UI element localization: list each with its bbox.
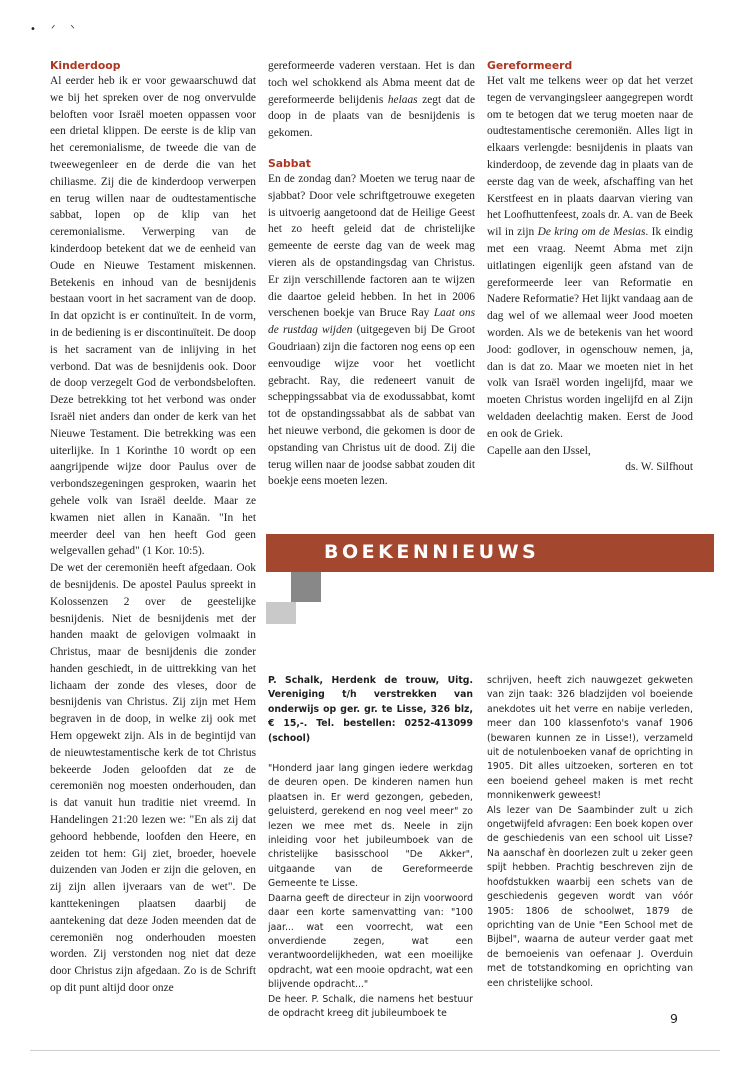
section-heading-sabbat: Sabbat bbox=[268, 156, 311, 170]
section-heading-gereformeerd: Gereformeerd bbox=[487, 59, 573, 72]
book-review-column-2 bbox=[487, 674, 693, 1024]
review-paragraph-3-continued: schrijven, heeft zich nauwgezet gekweten van zijn taak: 326 bladzijden vol boeiende anekdotes uit het verre en nabije verleden, meer dan 100 klassenfoto's vanaf 1906 (bewaren kunnen ze in Lisse!), verzameld uit de notulenboeken vanaf de oprichting in 1905. Dit alles uitzoeken, sorteren en tot een boeiend geheel maken is met recht monnikenwerk geweest! bbox=[487, 675, 693, 802]
book-header: P. Schalk, Herdenk de trouw, Uitg. Vereniging t/h verstrekken van onderwijs op ger. gr. te Lisse, 326 blz, € 15,-. Tel. bestellen: 0252-413099 (school) bbox=[268, 675, 473, 744]
review-paragraph-4: Als lezer van De Saambinder zult u zich ongetwijfeld afvragen: Een boek kopen over de geschiedenis van een school uit Lisse? Na aanschaf èn doorlezen zult u zeker geen spijt hebben. Prachtig beschreven zijn de hoofdstukken waarbij een schets van de geschiedenis gegeven wordt van vóór 1905: 1806 de schoolwet, 1879 de oprichting van de Unie "Een School met de Bijbel", waarna de auteur verder gaat met de bemoeienis van oefenaar J. Overduin met de totstandkoming en oprichting van een christelijke school. bbox=[487, 804, 693, 989]
page-number: 9 bbox=[670, 1011, 678, 1026]
gereformeerd-paragraph: Het valt me telkens weer op dat het verzet tegen de vervangingsleer aangegrepen wordt om te betogen dat we terug moeten naar de oudtestamentische ceremoniën. Alles ligt in elkaars verlengde: besnijdenis in plaats van kinderdoop, de zevende dag in plaats van de eerste dag van de week, afschaffing van het Kerstfeest en in plaats daarvan viering van het Loofhuttenfeest, zoals dr. A. van de Beek wil in zijn De kring om de Mesias. Ik eindig met een vraag. Neemt Abma met zijn uitlatingen eigenlijk geen afstand van de gereformeerde leer van Reformatie en Nadere Reformatie? Het lijkt vandaag aan de dag wel of we allemaal weer Jood moeten worden. Als we de betekenis van het woord Jood: godlover, in ogenschouw nemen, ja, dan is dat zo. Maar we moeten niet in het volk van Israël worden ingelijfd, maar we moeten Christus worden ingelijfd en al Zijn weldaden deelachtig maken. Eerst de Jood en ook de Griek. bbox=[487, 75, 693, 440]
book-review-column-1 bbox=[268, 674, 473, 1024]
column-gereformeerd bbox=[487, 58, 693, 508]
sabbat-paragraph: En de zondag dan? Moeten we terug naar de sjabbat? Door vele schriftgetrouwe exegeten is uitvoerig aangetoond dat de Heilige Geest het zo heeft geleid dat de christelijke gemeente de eerste dag van de week mag vieren als de opstandingsdag van Christus. Er zijn verschillende factoren aan te wijzen die daartoe geleid hebben. In het in 2006 verschenen boekje van Bruce Ray Laat ons de rustdag wijden (uitgegeven bij De Groot Goudriaan) zijn die factoren nog eens op een eenvoudige wijze voor het voetlicht gebracht. Ray, die redeneert vanuit de scheppingssabbat via de exodussabbat, komt tot de opstandingssabbat als de sabbat van het nieuwe verbond, die gekomen is door de opstanding van Christus uit de dood. Zij die terug willen naar de joodse sabbat zouden dit boekje eens moeten lezen. bbox=[268, 172, 475, 488]
column-middle bbox=[268, 58, 475, 508]
boekennieuws-banner bbox=[266, 534, 714, 572]
review-paragraph-1: "Honderd jaar lang gingen iedere werkdag de deuren open. De kinderen namen hun plaatsen in. Er werd gezongen, gebeden, geluisterd, gerekend en nog veel meer" zo lezen we mee met ds. Neele in zijn inleiding voor het jubileumboek van de christelijke basisschool "De Akker", uitgaande van de Gereformeerde Gemeente te Lisse. bbox=[268, 763, 473, 890]
decorative-square-light bbox=[266, 602, 296, 624]
review-paragraph-3: De heer. P. Schalk, die namens het bestuur de opdracht kreeg dit jubileumboek te bbox=[268, 993, 473, 1019]
decorative-square-dark bbox=[291, 572, 321, 602]
section-heading-kinderdoop: Kinderdoop bbox=[50, 59, 121, 72]
intro-paragraph: gereformeerde vaderen verstaan. Het is dan toch wel schokkend als Abma meent dat de gereformeerde belijdenis helaas zegt dat de doop in de plaats van de besnijdenis is gekomen. bbox=[268, 60, 475, 140]
bottom-rule bbox=[30, 1050, 720, 1051]
signature-place: Capelle aan den IJssel, bbox=[487, 444, 591, 457]
page-mark: • ᐟ ᐠ bbox=[30, 24, 81, 35]
banner-title: BOEKENNIEUWS bbox=[324, 541, 540, 563]
column-kinderdoop bbox=[50, 58, 256, 1018]
kinderdoop-paragraph-1: Al eerder heb ik er voor gewaarschuwd dat we bij het spreken over de nog onvervulde beloften voor Israël moeten oppassen voor een drietal klippen. De eerste is de klip van het ceremonialisme, de tweede die van de tweewegenleer en de derde die van het chiliasme. Zij die de kinderdoop verwerpen en terug willen naar de oudtestamentische sabbat, lopen op de klip van het ceremonialisme. Verwerping van de kinderdoop betekent dat we de eenheid van Oude en Nieuwe Testament miskennen. Betekenis en inhoud van de besnijdenis bestaan voort in het sacrament van de doop. In dat opzicht is er continuïteit. In de vorm, in de bediening is er discontinuïteit. De doop is het sacrament van de inlijving in het verbond. Dat was de besnijdenis ook. Door de doop verzegelt God de verbondsbeloften. Deze betrekking tot het verbond was onder Israël niet anders dan onder de kerk van het Nieuwe Testament. Die betrekking was een uiterlijke. In 1 Korinthe 10 wordt op een aangrijpende wijze door Paulus over de verbondszegeningen gesproken, waarin het gehele volk van Israël deelde. Maar ze kwamen niet allen in Kanaän. "In het meerder deel van hen heeft God geen welgevallen gehad" (1 Kor. 10:5). bbox=[50, 75, 256, 558]
signature-author: ds. W. Silfhout bbox=[625, 461, 693, 474]
review-paragraph-2: Daarna geeft de directeur in zijn voorwoord daar een korte samenvatting van: "100 jaar... wat een voorrecht, wat een onverdiende zegen, wat een verantwoordelijkheden, wat een moeilijke opdracht, wat een mooie opdracht, wat een blijvende opdracht..." bbox=[268, 892, 473, 991]
kinderdoop-paragraph-2: De wet der ceremoniën heeft afgedaan. Ook de besnijdenis. De apostel Paulus spreekt in Kolossenzen 2 over de geestelijke besnijdenis. Niet de besnijdenis met der handen maakt de gelovigen volmaakt in Christus, maar de besnijdenis die zonder handen geschiedt, in de uittrekking van het lichaam der zonde des vleses, door de besnijdenis van Christus. Zij zijn met Hem begraven in de doop, in welke zij ook met Hem opgewekt zijn. Als in de begintijd van de nieuwtestamentische kerk de tot Christus bekeerde Joden geloofden dat ze de ceremoniën nog moesten onderhouden, dan is dat vanuit hun traditie niet vreemd. In Handelingen 21:20 lezen we: "En als zij dat gehoord hebbende, loofden den Heere, en zeiden tot hem: Gij ziet, broeder, hoevele duizenden van Joden er zijn die geloven, en zij zijn allen ijveraars van de wet". De kanttekeningen plaatsen daarbij de aantekening dat deze Joden meenden dat de ceremoniën nog onderhouden moesten worden. Zij verstonden nog niet dat deze door Christus zijn afgedaan. Zo is de Schrift op dit punt altijd door onze bbox=[50, 562, 256, 995]
